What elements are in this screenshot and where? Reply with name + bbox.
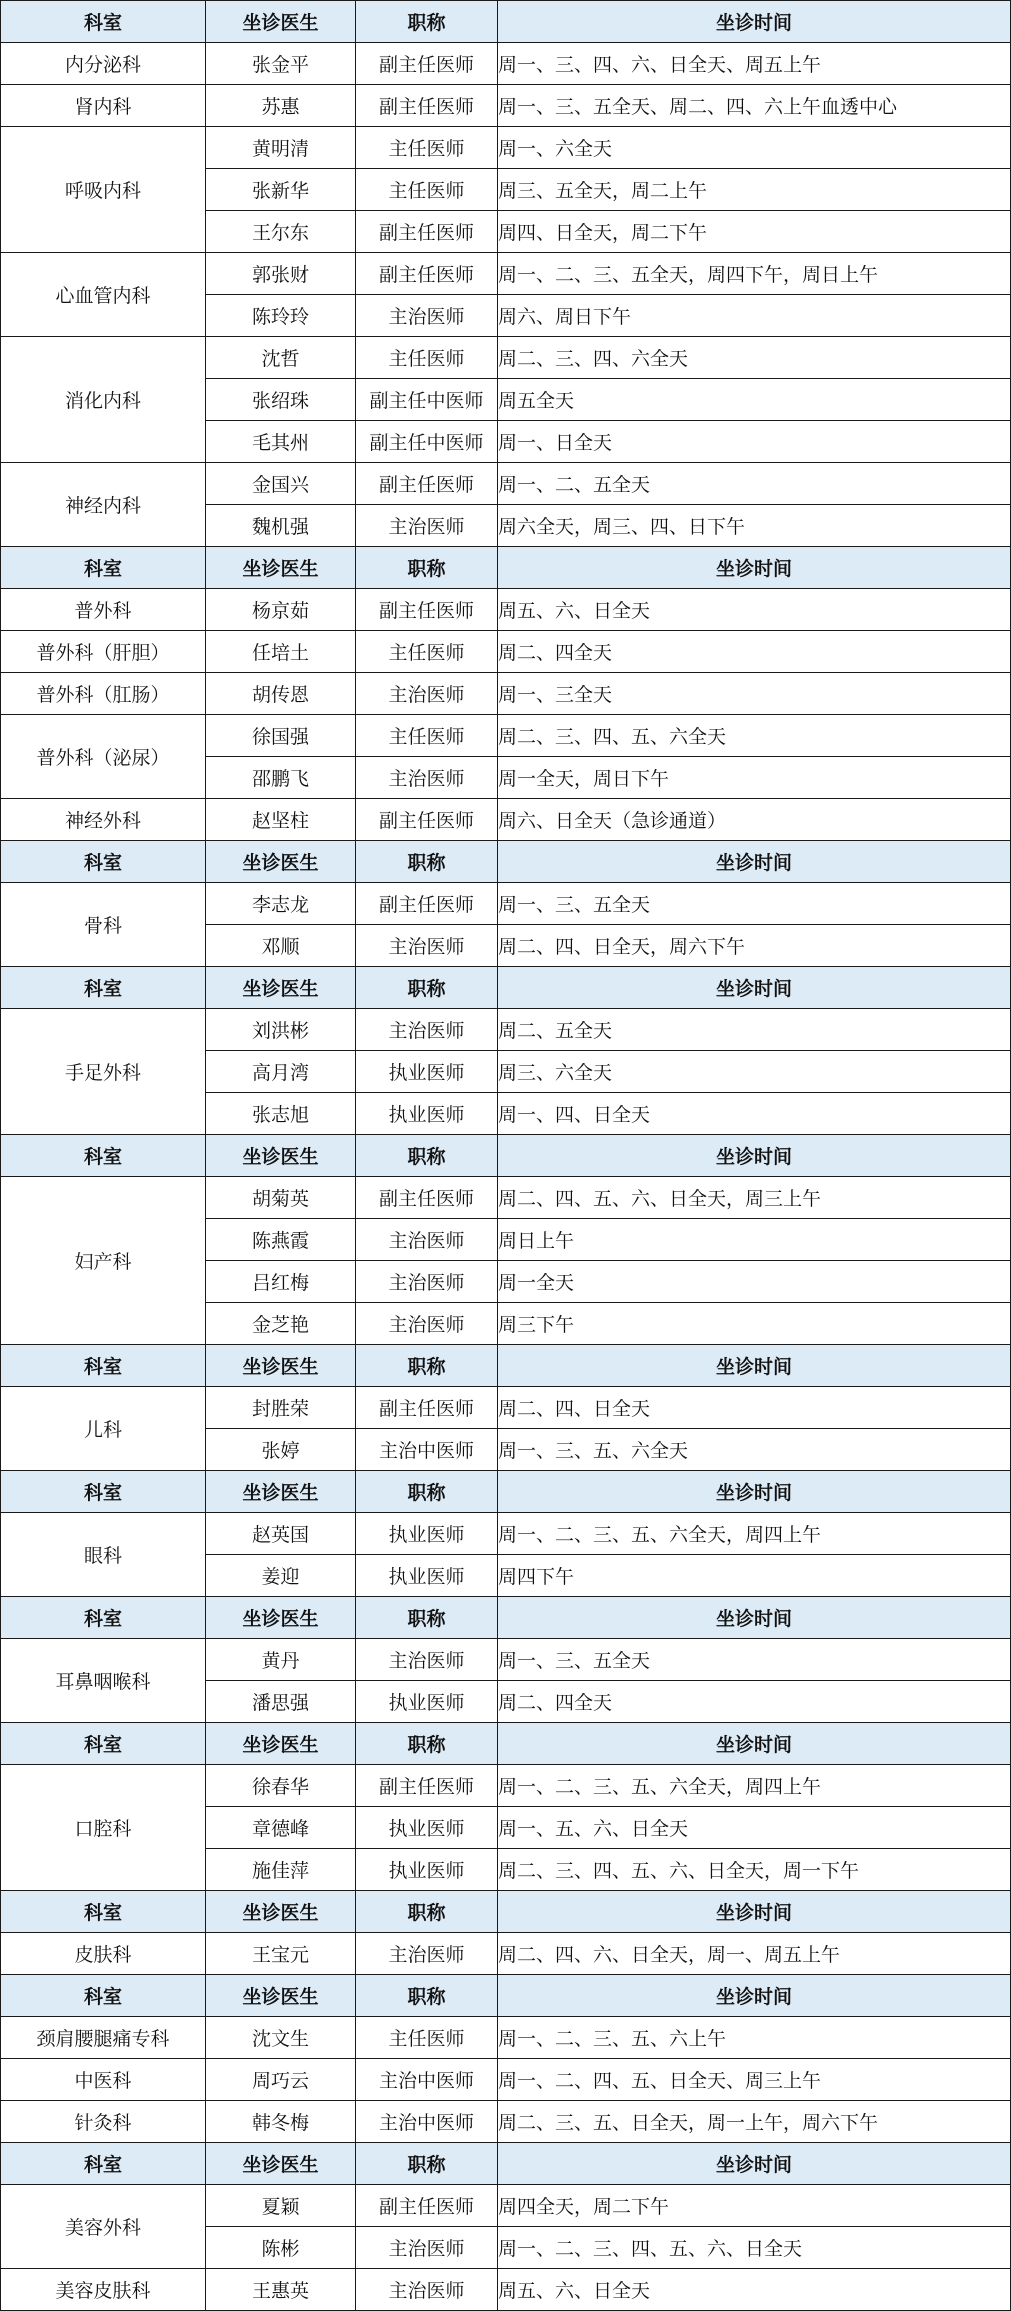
title-cell: 主治中医师 — [356, 2101, 498, 2143]
title-cell: 主任医师 — [356, 715, 498, 757]
department-cell: 消化内科 — [1, 337, 206, 463]
schedule-time-cell: 周一、二、三、五、六上午 — [498, 2017, 1011, 2059]
schedule-time-cell: 周三、六全天 — [498, 1051, 1011, 1093]
doctor-cell: 徐春华 — [206, 1765, 356, 1807]
header-row — [1, 967, 1011, 1009]
schedule-time-cell: 周六全天，周三、四、日下午 — [498, 505, 1011, 547]
schedule-time-cell: 周二、四、日全天，周六下午 — [498, 925, 1011, 967]
header-doctor: 坐诊医生 — [206, 1345, 356, 1387]
table-row — [1, 2101, 1011, 2143]
schedule-time-cell: 周二、四、六、日全天，周一、周五上午 — [498, 1933, 1011, 1975]
schedule-time-cell: 周一、六全天 — [498, 127, 1011, 169]
doctor-cell: 邓顺 — [206, 925, 356, 967]
table-row — [1, 127, 1011, 169]
title-cell: 副主任医师 — [356, 43, 498, 85]
title-cell: 执业医师 — [356, 1051, 498, 1093]
title-cell: 主治医师 — [356, 1261, 498, 1303]
schedule-time-cell: 周一全天 — [498, 1261, 1011, 1303]
doctor-cell: 刘洪彬 — [206, 1009, 356, 1051]
department-cell: 中医科 — [1, 2059, 206, 2101]
title-cell: 副主任医师 — [356, 85, 498, 127]
header-time: 坐诊时间 — [498, 967, 1011, 1009]
doctor-cell: 赵坚柱 — [206, 799, 356, 841]
title-cell: 主任医师 — [356, 337, 498, 379]
header-dept: 科室 — [1, 1471, 206, 1513]
header-row — [1, 1723, 1011, 1765]
title-cell: 副主任医师 — [356, 2185, 498, 2227]
title-cell: 副主任医师 — [356, 1387, 498, 1429]
schedule-time-cell: 周一、日全天 — [498, 421, 1011, 463]
header-row — [1, 1345, 1011, 1387]
title-cell: 主治中医师 — [356, 1429, 498, 1471]
department-cell: 手足外科 — [1, 1009, 206, 1135]
table-row — [1, 1387, 1011, 1429]
header-dept: 科室 — [1, 1975, 206, 2017]
schedule-time-cell: 周日上午 — [498, 1219, 1011, 1261]
schedule-time-cell: 周五、六、日全天 — [498, 589, 1011, 631]
department-cell: 颈肩腰腿痛专科 — [1, 2017, 206, 2059]
header-time: 坐诊时间 — [498, 1345, 1011, 1387]
title-cell: 主任医师 — [356, 169, 498, 211]
title-cell: 主任医师 — [356, 127, 498, 169]
doctor-cell: 金芝艳 — [206, 1303, 356, 1345]
header-title: 职称 — [356, 841, 498, 883]
schedule-time-cell: 周六、周日下午 — [498, 295, 1011, 337]
table-row — [1, 673, 1011, 715]
doctor-cell: 魏机强 — [206, 505, 356, 547]
title-cell: 执业医师 — [356, 1093, 498, 1135]
schedule-time-cell: 周三下午 — [498, 1303, 1011, 1345]
header-time: 坐诊时间 — [498, 547, 1011, 589]
department-cell: 骨科 — [1, 883, 206, 967]
table-row — [1, 715, 1011, 757]
doctor-cell: 张志旭 — [206, 1093, 356, 1135]
table-row — [1, 1513, 1011, 1555]
doctor-cell: 高月湾 — [206, 1051, 356, 1093]
department-cell: 普外科 — [1, 589, 206, 631]
header-doctor: 坐诊医生 — [206, 1135, 356, 1177]
header-doctor: 坐诊医生 — [206, 1471, 356, 1513]
department-cell: 皮肤科 — [1, 1933, 206, 1975]
header-dept: 科室 — [1, 967, 206, 1009]
schedule-time-cell: 周四、日全天，周二下午 — [498, 211, 1011, 253]
schedule-time-cell: 周一、三、四、六、日全天、周五上午 — [498, 43, 1011, 85]
table-row — [1, 1177, 1011, 1219]
doctor-cell: 王宝元 — [206, 1933, 356, 1975]
header-row — [1, 2143, 1011, 2185]
header-doctor: 坐诊医生 — [206, 1891, 356, 1933]
table-row — [1, 2017, 1011, 2059]
header-doctor: 坐诊医生 — [206, 1975, 356, 2017]
header-doctor: 坐诊医生 — [206, 1597, 356, 1639]
schedule-time-cell: 周一全天，周日下午 — [498, 757, 1011, 799]
schedule-time-cell: 周一、三、五全天、周二、四、六上午血透中心 — [498, 85, 1011, 127]
doctor-cell: 陈玲玲 — [206, 295, 356, 337]
doctor-cell: 金国兴 — [206, 463, 356, 505]
department-cell: 呼吸内科 — [1, 127, 206, 253]
title-cell: 执业医师 — [356, 1555, 498, 1597]
department-cell: 耳鼻咽喉科 — [1, 1639, 206, 1723]
header-time: 坐诊时间 — [498, 1891, 1011, 1933]
schedule-time-cell: 周一、三、五全天 — [498, 883, 1011, 925]
header-time: 坐诊时间 — [498, 2143, 1011, 2185]
title-cell: 副主任医师 — [356, 463, 498, 505]
schedule-time-cell: 周二、三、四、五、六全天 — [498, 715, 1011, 757]
schedule-time-cell: 周一、三、五全天 — [498, 1639, 1011, 1681]
doctor-cell: 沈文生 — [206, 2017, 356, 2059]
header-dept: 科室 — [1, 1, 206, 43]
schedule-time-cell: 周四全天，周二下午 — [498, 2185, 1011, 2227]
schedule-time-cell: 周二、三、四、五、六、日全天，周一下午 — [498, 1849, 1011, 1891]
table-row — [1, 463, 1011, 505]
doctor-cell: 郭张财 — [206, 253, 356, 295]
table-row — [1, 631, 1011, 673]
title-cell: 主任医师 — [356, 2017, 498, 2059]
department-cell: 眼科 — [1, 1513, 206, 1597]
doctor-cell: 杨京茹 — [206, 589, 356, 631]
schedule-time-cell: 周一、四、日全天 — [498, 1093, 1011, 1135]
title-cell: 副主任医师 — [356, 1177, 498, 1219]
table-row — [1, 43, 1011, 85]
header-doctor: 坐诊医生 — [206, 1723, 356, 1765]
header-row — [1, 1597, 1011, 1639]
department-cell: 普外科（肝胆） — [1, 631, 206, 673]
title-cell: 副主任医师 — [356, 799, 498, 841]
doctor-cell: 施佳萍 — [206, 1849, 356, 1891]
header-title: 职称 — [356, 1723, 498, 1765]
table-row — [1, 253, 1011, 295]
title-cell: 主治医师 — [356, 295, 498, 337]
department-cell: 普外科（肛肠） — [1, 673, 206, 715]
title-cell: 执业医师 — [356, 1807, 498, 1849]
header-title: 职称 — [356, 1, 498, 43]
header-time: 坐诊时间 — [498, 1, 1011, 43]
department-cell: 普外科（泌尿） — [1, 715, 206, 799]
doctor-cell: 毛其州 — [206, 421, 356, 463]
header-title: 职称 — [356, 547, 498, 589]
department-cell: 儿科 — [1, 1387, 206, 1471]
header-row — [1, 841, 1011, 883]
header-dept: 科室 — [1, 1891, 206, 1933]
title-cell: 主治医师 — [356, 1303, 498, 1345]
title-cell: 主治医师 — [356, 505, 498, 547]
title-cell: 副主任医师 — [356, 883, 498, 925]
header-dept: 科室 — [1, 2143, 206, 2185]
doctor-cell: 章德峰 — [206, 1807, 356, 1849]
title-cell: 主治医师 — [356, 1009, 498, 1051]
department-cell: 口腔科 — [1, 1765, 206, 1891]
title-cell: 主治医师 — [356, 925, 498, 967]
schedule-time-cell: 周六、日全天（急诊通道） — [498, 799, 1011, 841]
header-title: 职称 — [356, 1345, 498, 1387]
department-cell: 内分泌科 — [1, 43, 206, 85]
header-doctor: 坐诊医生 — [206, 841, 356, 883]
schedule-time-cell: 周一、三全天 — [498, 673, 1011, 715]
title-cell: 执业医师 — [356, 1513, 498, 1555]
doctor-cell: 封胜荣 — [206, 1387, 356, 1429]
doctor-cell: 姜迎 — [206, 1555, 356, 1597]
schedule-time-cell: 周一、二、五全天 — [498, 463, 1011, 505]
header-row — [1, 1975, 1011, 2017]
schedule-time-cell: 周一、二、三、五全天，周四下午，周日上午 — [498, 253, 1011, 295]
schedule-time-cell: 周五、六、日全天 — [498, 2269, 1011, 2311]
doctor-cell: 张婷 — [206, 1429, 356, 1471]
title-cell: 副主任中医师 — [356, 379, 498, 421]
department-cell: 神经内科 — [1, 463, 206, 547]
title-cell: 执业医师 — [356, 1681, 498, 1723]
header-dept: 科室 — [1, 1723, 206, 1765]
schedule-time-cell: 周一、五、六、日全天 — [498, 1807, 1011, 1849]
table-row — [1, 2059, 1011, 2101]
header-doctor: 坐诊医生 — [206, 2143, 356, 2185]
table-row — [1, 1765, 1011, 1807]
header-dept: 科室 — [1, 841, 206, 883]
department-cell: 心血管内科 — [1, 253, 206, 337]
doctor-cell: 黄明清 — [206, 127, 356, 169]
doctor-cell: 陈燕霞 — [206, 1219, 356, 1261]
schedule-time-cell: 周五全天 — [498, 379, 1011, 421]
header-row — [1, 1135, 1011, 1177]
doctor-cell: 陈彬 — [206, 2227, 356, 2269]
title-cell: 主治医师 — [356, 1933, 498, 1975]
title-cell: 副主任医师 — [356, 589, 498, 631]
doctor-cell: 张新华 — [206, 169, 356, 211]
header-doctor: 坐诊医生 — [206, 547, 356, 589]
schedule-time-cell: 周三、五全天，周二上午 — [498, 169, 1011, 211]
table-row — [1, 1933, 1011, 1975]
title-cell: 副主任医师 — [356, 1765, 498, 1807]
doctor-cell: 徐国强 — [206, 715, 356, 757]
title-cell: 主治医师 — [356, 1219, 498, 1261]
table-row — [1, 589, 1011, 631]
header-title: 职称 — [356, 1975, 498, 2017]
header-title: 职称 — [356, 1471, 498, 1513]
table-row — [1, 2269, 1011, 2311]
doctor-cell: 任培土 — [206, 631, 356, 673]
schedule-body — [1, 1, 1011, 2311]
doctor-cell: 黄丹 — [206, 1639, 356, 1681]
header-time: 坐诊时间 — [498, 841, 1011, 883]
doctor-cell: 李志龙 — [206, 883, 356, 925]
schedule-time-cell: 周一、三、五、六全天 — [498, 1429, 1011, 1471]
department-cell: 妇产科 — [1, 1177, 206, 1345]
table-row — [1, 1639, 1011, 1681]
schedule-time-cell: 周一、二、三、五、六全天，周四上午 — [498, 1765, 1011, 1807]
title-cell: 主治医师 — [356, 2227, 498, 2269]
schedule-time-cell: 周二、三、四、六全天 — [498, 337, 1011, 379]
title-cell: 执业医师 — [356, 1849, 498, 1891]
header-time: 坐诊时间 — [498, 1471, 1011, 1513]
doctor-cell: 夏颖 — [206, 2185, 356, 2227]
doctor-cell: 张绍珠 — [206, 379, 356, 421]
header-doctor: 坐诊医生 — [206, 967, 356, 1009]
schedule-time-cell: 周一、二、三、四、五、六、日全天 — [498, 2227, 1011, 2269]
title-cell: 主治中医师 — [356, 2059, 498, 2101]
table-row — [1, 799, 1011, 841]
title-cell: 主治医师 — [356, 673, 498, 715]
schedule-time-cell: 周一、二、四、五、日全天、周三上午 — [498, 2059, 1011, 2101]
doctor-cell: 沈哲 — [206, 337, 356, 379]
title-cell: 主任医师 — [356, 631, 498, 673]
title-cell: 副主任中医师 — [356, 421, 498, 463]
header-doctor: 坐诊医生 — [206, 1, 356, 43]
doctor-cell: 赵英国 — [206, 1513, 356, 1555]
header-time: 坐诊时间 — [498, 1597, 1011, 1639]
header-dept: 科室 — [1, 1135, 206, 1177]
header-row — [1, 1, 1011, 43]
header-dept: 科室 — [1, 547, 206, 589]
doctor-cell: 王惠英 — [206, 2269, 356, 2311]
header-title: 职称 — [356, 1135, 498, 1177]
header-row — [1, 1891, 1011, 1933]
schedule-time-cell: 周二、四全天 — [498, 1681, 1011, 1723]
department-cell: 针灸科 — [1, 2101, 206, 2143]
title-cell: 主治医师 — [356, 757, 498, 799]
doctor-cell: 胡菊英 — [206, 1177, 356, 1219]
table-row — [1, 1009, 1011, 1051]
header-title: 职称 — [356, 1597, 498, 1639]
header-row — [1, 1471, 1011, 1513]
schedule-time-cell: 周二、三、五、日全天，周一上午，周六下午 — [498, 2101, 1011, 2143]
title-cell: 副主任医师 — [356, 253, 498, 295]
header-title: 职称 — [356, 1891, 498, 1933]
schedule-time-cell: 周四下午 — [498, 1555, 1011, 1597]
schedule-time-cell: 周二、四、五、六、日全天，周三上午 — [498, 1177, 1011, 1219]
doctor-cell: 王尔东 — [206, 211, 356, 253]
header-time: 坐诊时间 — [498, 1135, 1011, 1177]
doctor-cell: 潘思强 — [206, 1681, 356, 1723]
header-dept: 科室 — [1, 1597, 206, 1639]
doctor-cell: 韩冬梅 — [206, 2101, 356, 2143]
title-cell: 主治医师 — [356, 2269, 498, 2311]
doctor-cell: 邵鹏飞 — [206, 757, 356, 799]
department-cell: 美容外科 — [1, 2185, 206, 2269]
doctor-cell: 张金平 — [206, 43, 356, 85]
header-dept: 科室 — [1, 1345, 206, 1387]
title-cell: 副主任医师 — [356, 211, 498, 253]
schedule-time-cell: 周二、四全天 — [498, 631, 1011, 673]
department-cell: 美容皮肤科 — [1, 2269, 206, 2311]
table-row — [1, 883, 1011, 925]
department-cell: 神经外科 — [1, 799, 206, 841]
header-time: 坐诊时间 — [498, 1975, 1011, 2017]
schedule-time-cell: 周二、五全天 — [498, 1009, 1011, 1051]
doctor-cell: 周巧云 — [206, 2059, 356, 2101]
header-title: 职称 — [356, 2143, 498, 2185]
table-row — [1, 2185, 1011, 2227]
header-row — [1, 547, 1011, 589]
table-row — [1, 337, 1011, 379]
schedule-time-cell: 周二、四、日全天 — [498, 1387, 1011, 1429]
doctor-cell: 吕红梅 — [206, 1261, 356, 1303]
title-cell: 主治医师 — [356, 1639, 498, 1681]
header-time: 坐诊时间 — [498, 1723, 1011, 1765]
header-title: 职称 — [356, 967, 498, 1009]
department-cell: 肾内科 — [1, 85, 206, 127]
schedule-time-cell: 周一、二、三、五、六全天，周四上午 — [498, 1513, 1011, 1555]
table-row — [1, 85, 1011, 127]
doctor-cell: 苏惠 — [206, 85, 356, 127]
doctor-cell: 胡传恩 — [206, 673, 356, 715]
